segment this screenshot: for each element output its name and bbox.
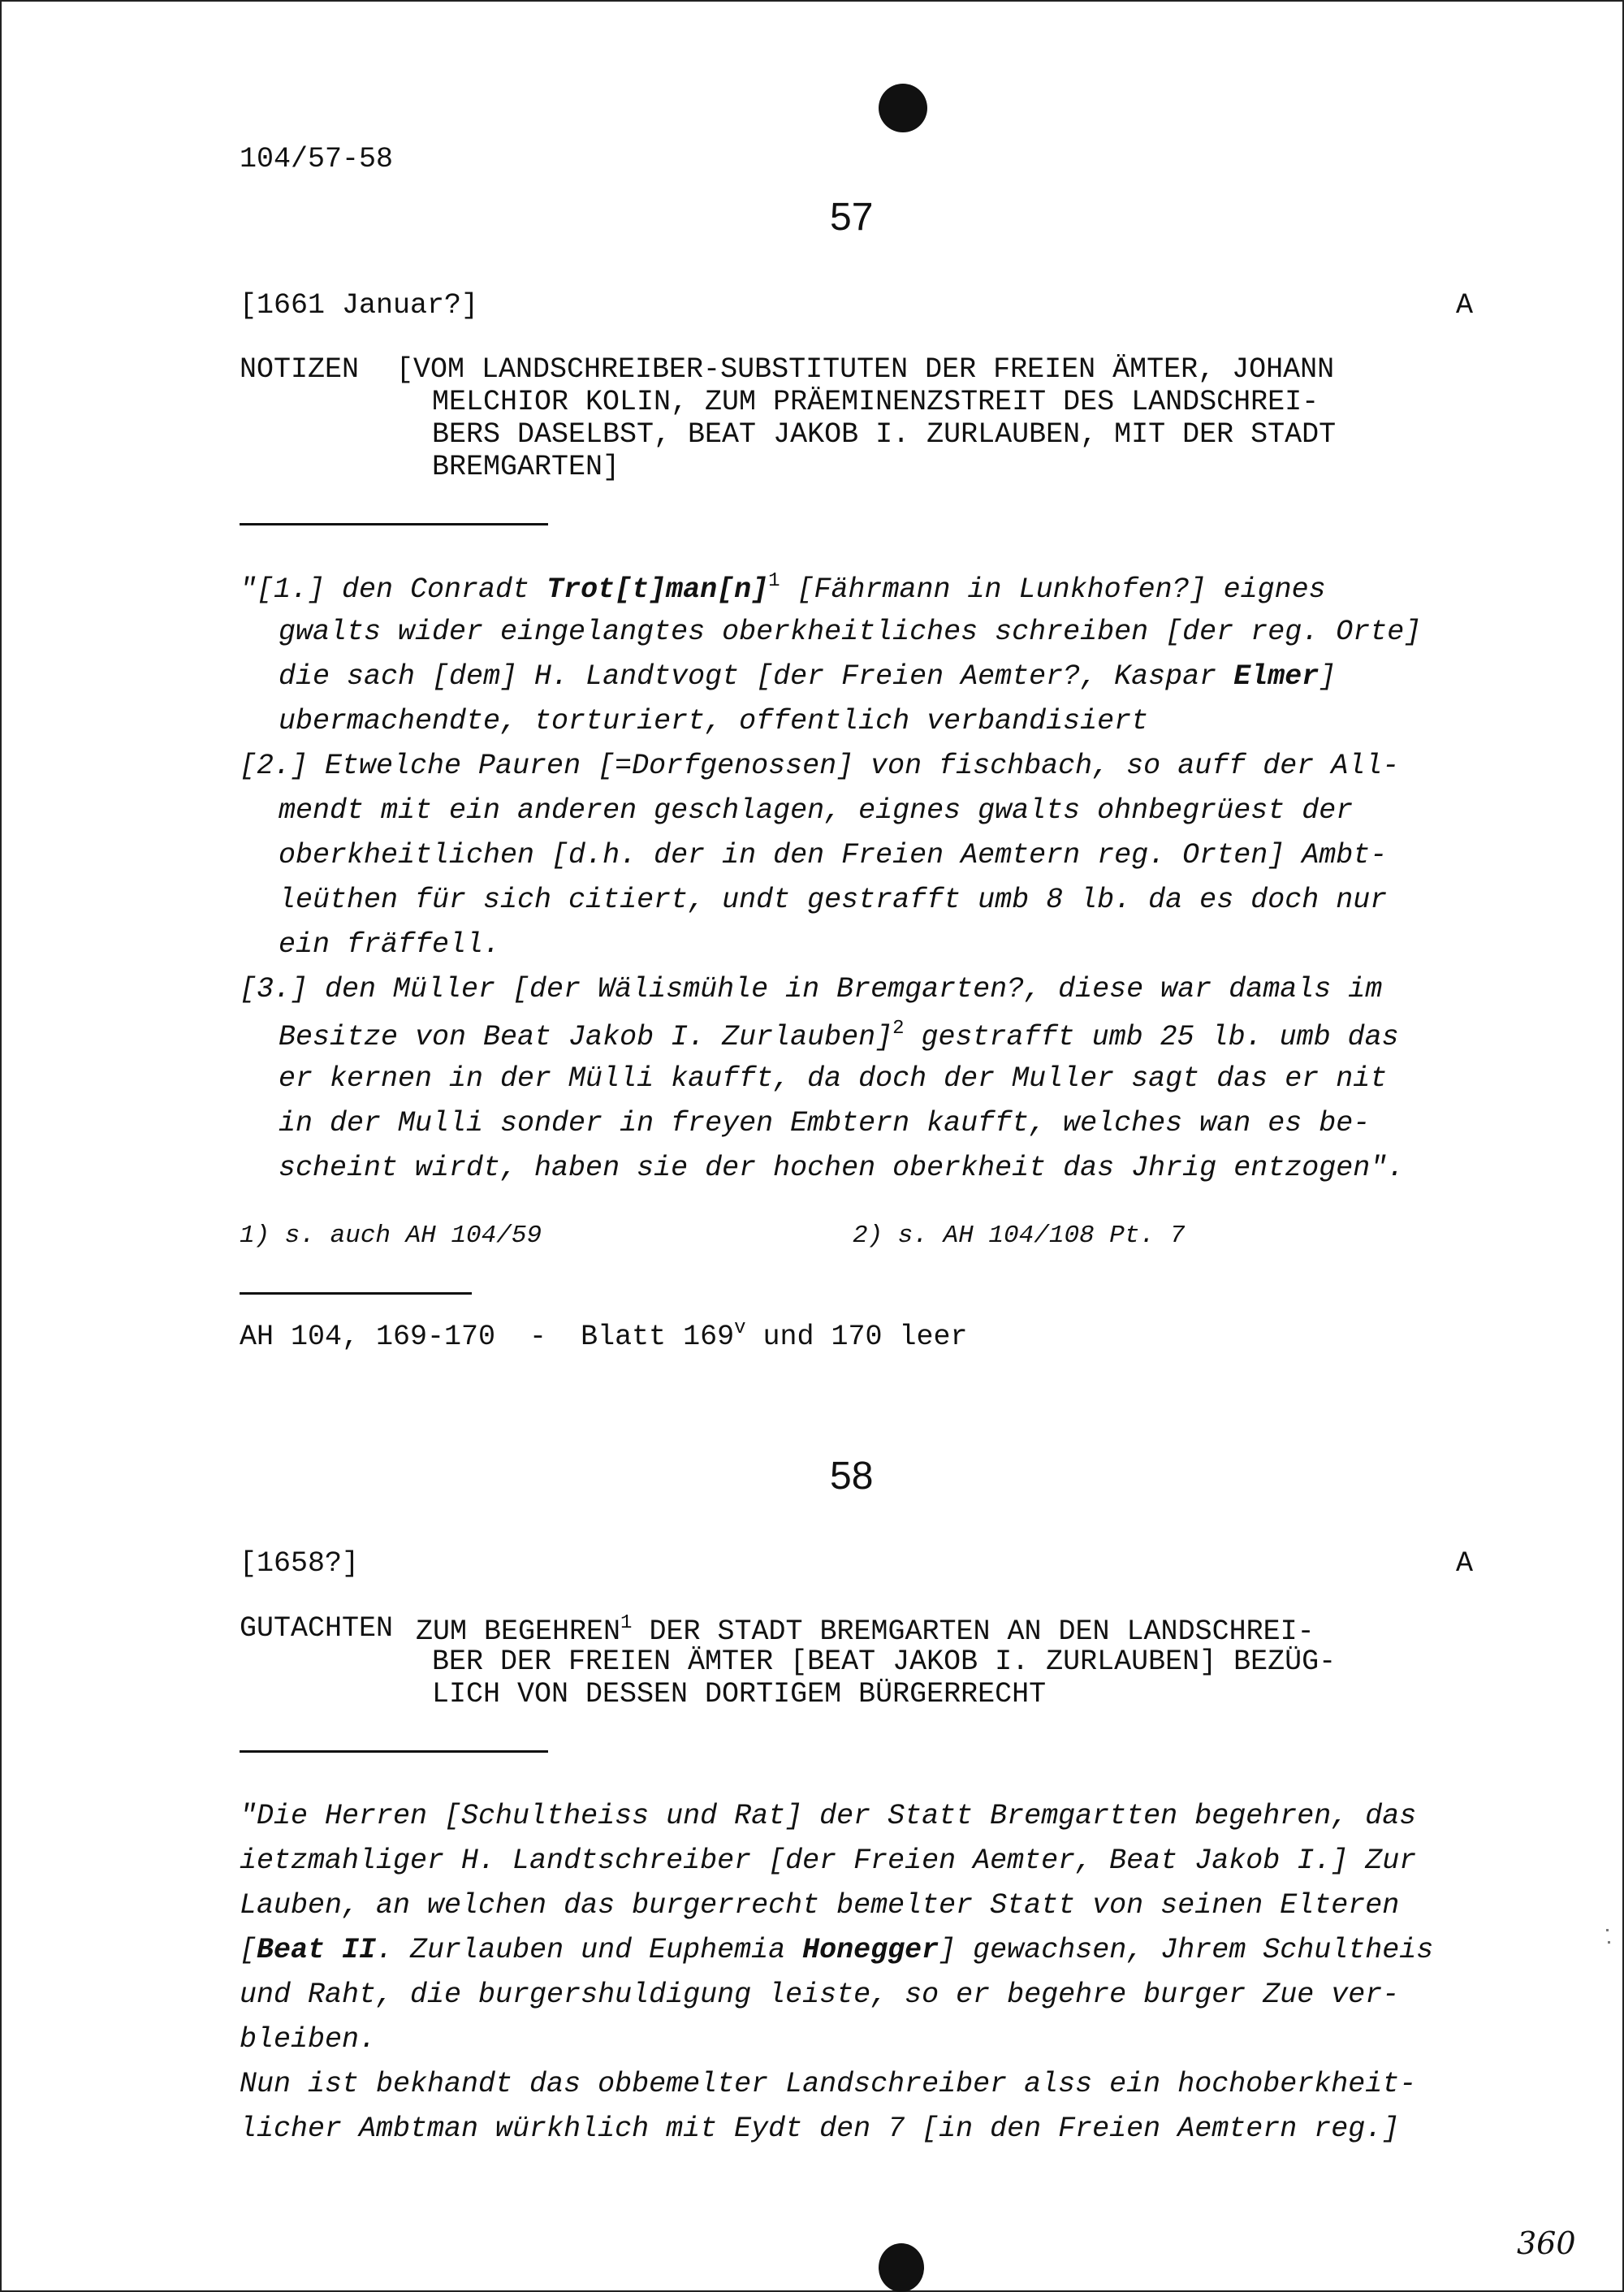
doc57-date: [1661 Januar?] bbox=[240, 289, 479, 322]
doc57-entry-2-line: mendt mit ein anderen geschlagen, eignes gwalts ohnbegrüest der bbox=[279, 794, 1354, 827]
doc58-title-rule bbox=[240, 1750, 548, 1753]
doc57-title-label: NOTIZEN bbox=[240, 353, 360, 386]
doc57-entry-3-line: er kernen in der Mülli kaufft, da doch der Muller sagt das er nit bbox=[279, 1062, 1388, 1095]
doc57-entry-2-line: oberkheitlichen [d.h. der in den Freien Aemtern reg. Orten] Ambt- bbox=[279, 839, 1388, 871]
person-name: Trot[t]man[n] bbox=[546, 573, 769, 606]
doc57-title-line: MELCHIOR KOLIN, ZUM PRÄEMINENZSTREIT DES LANDSCHREI- bbox=[432, 386, 1320, 418]
doc57-title-line: [VOM LANDSCHREIBER-SUBSTITUTEN DER FREIEN ÄMTER, JOHANN bbox=[396, 353, 1335, 386]
doc57-entry-3-line: [3.] den Müller [der Wälismühle in Bremgarten?, diese war damals im bbox=[240, 973, 1383, 1005]
person-name: Honegger bbox=[802, 1934, 939, 1966]
entry-text: [Fährmann in Lunkhofen?] eignes bbox=[780, 573, 1326, 606]
entry-text: ] bbox=[1319, 660, 1337, 693]
doc57-entry-2-line: leüthen für sich citiert, undt gestrafft umb 8 lb. da es doch nur bbox=[279, 884, 1388, 916]
body-text: [ bbox=[240, 1934, 257, 1966]
source-text: AH 104, 169-170 - Blatt 169 bbox=[240, 1321, 735, 1353]
person-name: Beat II bbox=[257, 1934, 377, 1966]
doc57-title-line: BREMGARTEN] bbox=[432, 451, 620, 483]
archive-reference: 104/57-58 bbox=[240, 143, 394, 175]
margin-mark bbox=[1608, 1941, 1610, 1944]
footnote-mark: 2 bbox=[892, 1018, 905, 1040]
doc58-title-label: GUTACHTEN bbox=[240, 1612, 394, 1645]
doc58-body-line: bleiben. bbox=[240, 2023, 377, 2056]
doc58-body-line: und Raht, die burgershuldigung leiste, so er begehre burger Zue ver- bbox=[240, 1978, 1400, 2011]
doc58-title-line bbox=[416, 1612, 1315, 1648]
doc57-title-line: BERS DASELBST, BEAT JAKOB I. ZURLAUBEN, MIT DER STADT bbox=[432, 418, 1337, 451]
doc57-entry-2-line: ein fräffell. bbox=[279, 928, 501, 961]
entry-text: die sach [dem] H. Landtvogt [der Freien Aemter?, Kaspar bbox=[279, 660, 1234, 693]
doc57-source-rule bbox=[240, 1292, 472, 1295]
doc57-source bbox=[240, 1317, 968, 1353]
doc57-entry-3-line: scheint wirdt, haben sie der hochen oberkheit das Jhrig entzogen". bbox=[279, 1152, 1405, 1184]
doc58-body-line: licher Ambtman würkhlich mit Eydt den 7 [in den Freien Aemtern reg.] bbox=[240, 2113, 1400, 2145]
punch-hole-bottom bbox=[879, 2243, 924, 2292]
doc57-entry-3-line bbox=[279, 1018, 1399, 1053]
doc57-entry-1-line: ubermachendte, torturiert, offentlich verbandisiert bbox=[279, 705, 1149, 737]
doc57-title-rule bbox=[240, 523, 548, 525]
doc58-body-line: Lauben, an welchen das burgerrecht bemelter Statt von seinen Elteren bbox=[240, 1889, 1400, 1922]
source-text: und 170 leer bbox=[745, 1321, 968, 1353]
margin-mark bbox=[1606, 1929, 1609, 1931]
doc57-entry-3-line: in der Mulli sonder in freyen Embtern kaufft, welches wan es be- bbox=[279, 1107, 1371, 1140]
handwritten-page-number: 360 bbox=[1517, 2225, 1576, 2261]
doc57-footnote-1: 1) s. auch AH 104/59 bbox=[240, 1222, 542, 1250]
doc57-entry-1-line bbox=[279, 660, 1336, 693]
entry-text: gestrafft umb 25 lb. umb das bbox=[904, 1021, 1399, 1053]
person-name: Elmer bbox=[1233, 660, 1320, 693]
body-text: ] gewachsen, Jhrem Schultheis bbox=[939, 1934, 1434, 1966]
doc57-entry-1-line bbox=[240, 570, 1326, 606]
doc58-title-line: BER DER FREIEN ÄMTER [BEAT JAKOB I. ZURLAUBEN] BEZÜG- bbox=[432, 1645, 1337, 1678]
document-number-57: 57 bbox=[830, 196, 874, 239]
doc57-letter: A bbox=[1456, 289, 1474, 322]
entry-text: "[1.] den Conradt bbox=[240, 573, 547, 606]
punch-hole-top bbox=[879, 84, 927, 132]
body-text: . Zurlauben und Euphemia bbox=[376, 1934, 803, 1966]
doc58-title-line: LICH VON DESSEN DORTIGEM BÜRGERRECHT bbox=[432, 1678, 1047, 1710]
doc58-date: [1658?] bbox=[240, 1547, 360, 1580]
verso-mark: v bbox=[734, 1317, 746, 1339]
footnote-mark: 1 bbox=[768, 570, 780, 592]
doc58-letter: A bbox=[1456, 1547, 1474, 1580]
title-text: ZUM BEGEHREN bbox=[416, 1615, 621, 1648]
document-number-58: 58 bbox=[830, 1455, 874, 1498]
doc58-body-line bbox=[240, 1934, 1433, 1966]
doc57-entry-2-line: [2.] Etwelche Pauren [=Dorfgenossen] von fischbach, so auff der All- bbox=[240, 750, 1400, 782]
title-text: DER STADT BREMGARTEN AN DEN LANDSCHREI- bbox=[632, 1615, 1315, 1648]
doc57-entry-1-line: gwalts wider eingelangtes oberkheitliches schreiben [der reg. Orte] bbox=[279, 616, 1422, 648]
doc58-body-line: ietzmahliger H. Landtschreiber [der Freien Aemter, Beat Jakob I.] Zur bbox=[240, 1844, 1417, 1877]
doc57-footnote-2: 2) s. AH 104/108 Pt. 7 bbox=[853, 1222, 1186, 1250]
doc58-body-line: Nun ist bekhandt das obbemelter Landschreiber alss ein hochoberkheit- bbox=[240, 2068, 1417, 2100]
entry-text: Besitze von Beat Jakob I. Zurlauben] bbox=[279, 1021, 893, 1053]
doc58-body-line: "Die Herren [Schultheiss und Rat] der Statt Bremgartten begehren, das bbox=[240, 1800, 1417, 1832]
footnote-mark: 1 bbox=[620, 1612, 633, 1634]
